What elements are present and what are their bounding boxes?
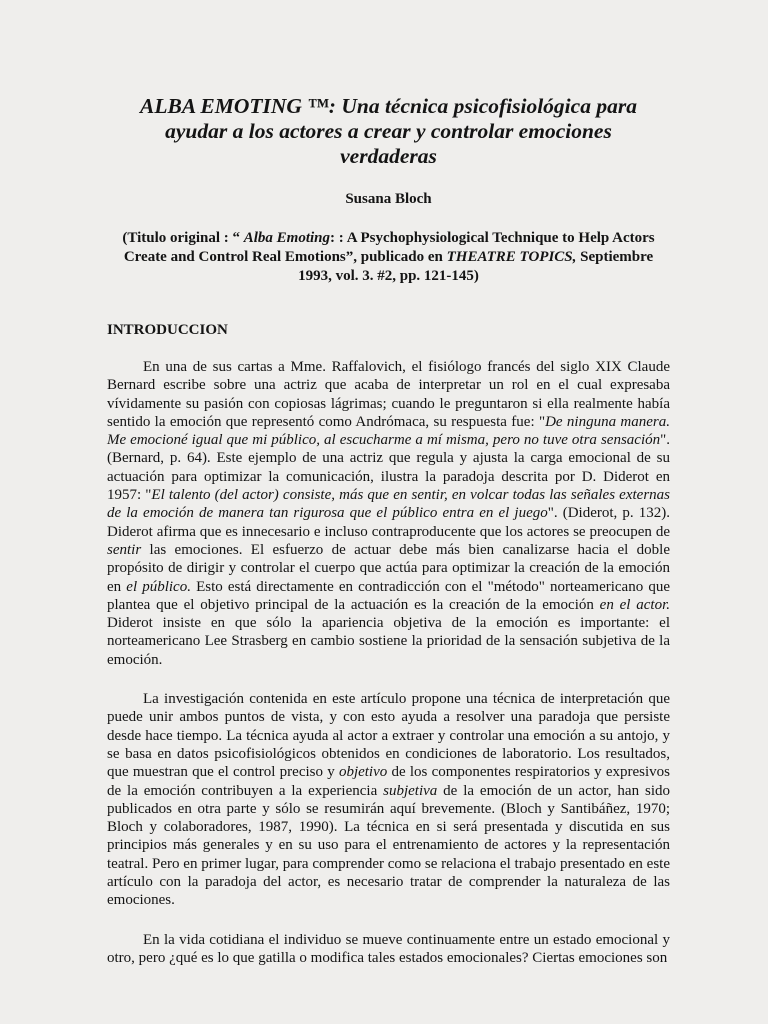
author-name: Susana Bloch	[345, 191, 432, 207]
paper-title: ALBA EMOTING ™: Una técnica psicofisiológica para ayudar a los actores a crear y controlar emociones verdaderas	[140, 94, 637, 168]
p1-text-3: ". (Diderot, p. 132). Diderot afirma que es innecesario e incluso contraproducente que los actores se preocupen de	[107, 505, 670, 540]
p1-quote-1: De ninguna manera. Me emocioné igual que mi público, al escucharme a mí misma, pero no tuve otra sensación	[107, 413, 670, 449]
p1-italic-actor: en el actor.	[599, 596, 671, 613]
p1-italic-publico: el público.	[126, 578, 191, 595]
original-note-italic-1: Alba Emoting	[243, 230, 331, 246]
body-paragraph-3	[107, 931, 670, 968]
section-heading-introduccion: INTRODUCCION	[107, 322, 228, 338]
p2-italic-objetivo: objetivo	[338, 764, 388, 781]
body-paragraph-1	[107, 358, 670, 669]
original-note-text-1: (Titulo original : “	[122, 230, 244, 246]
original-note-text-3: Septiembre 1993, vol. 3. #2, pp. 121-145)	[298, 249, 654, 284]
p1-text-6: Diderot insiste en que sólo la apariencia objetiva de la emoción es importante: el norteamericano Lee Strasberg en cambio sostiene la prioridad de la sensación subjetiva de la emoción.	[107, 615, 670, 668]
body-paragraph-2	[107, 690, 670, 910]
p1-text-5: Esto está directamente en contradicción con el "método" norteamericano que plantea que el objetivo principal de la actuación es la creación de la emoción	[107, 578, 670, 613]
p1-text-2: ". (Bernard, p. 64). Este ejemplo de una actriz que regula y ajusta la carga emocional de su actuación para optimizar la comunicación, ilustra la paradoja descrita por D. Diderot en 1957: "	[107, 432, 670, 504]
p1-text-4: las emociones. El esfuerzo de actuar debe más bien canalizarse hacia el doble propósito de dirigir y controlar el cuerpo que actúa para optimizar la creación de la emoción en	[107, 541, 670, 595]
original-title-note	[107, 229, 670, 286]
p2-text-2: de los componentes respiratorios y expresivos de la emoción contribuyen a la experiencia	[107, 764, 670, 799]
p1-quote-2: El talento (del actor) consiste, más que en sentir, en volcar todas las señales externas de la emoción de manera tan rigurosa que el público entra en el juego	[107, 487, 670, 522]
p2-text-3: de la emoción de un actor, han sido publicados en otra parte y sólo se resumirán aquí brevemente. (Bloch y Santibáñez, 1970; Bloch y colaboradores, 1987, 1990). La técnica en si será presentada y discutida en sus principios más generales y en su uso para el entrenamiento de actores y la representación teatral. Pero en primer lugar, para comprender como se relaciona el trabajo presentado en este artículo con la paradoja del actor, es necesario tratar de comprender la naturaleza de las emociones.	[107, 782, 670, 909]
p3-text-1: En la vida cotidiana el individuo se mueve continuamente entre un estado emocional y otro, pero ¿qué es lo que gatilla o modifica tales estados emocionales? Ciertas emociones son	[107, 931, 670, 966]
original-note-text-2: : : A Psychophysiological Technique to Help Actors Create and Control Real Emotions”, publicado en	[123, 230, 655, 265]
p2-italic-subjetiva: subjetiva	[383, 782, 438, 799]
p2-text-1: La investigación contenida en este artículo propone una técnica de interpretación que puede unir ambos puntos de vista, y con esto ayuda a resolver una paradoja que persiste desde hace tiempo. La técnica ayuda al actor a extraer y controlar una emoción a su antojo, y se basa en datos psicofisiológicos obtenidos en condiciones de laboratorio. Los resultados, que muestran que el control preciso y	[107, 691, 670, 781]
p1-text-1: En una de sus cartas a Mme. Raffalovich, el fisiólogo francés del siglo XIX Claude Bernard escribe sobre una actriz que acaba de interpretar un rol en el cual expresaba vívidamente su pasión con copiosas lágrimas; cuando le preguntaron si ella realmente había sentido la emoción que representó como Andrómaca, su respuesta fue: "	[107, 359, 670, 430]
p1-italic-sentir: sentir	[107, 541, 142, 558]
original-note-journal: THEATRE TOPICS,	[446, 249, 577, 265]
